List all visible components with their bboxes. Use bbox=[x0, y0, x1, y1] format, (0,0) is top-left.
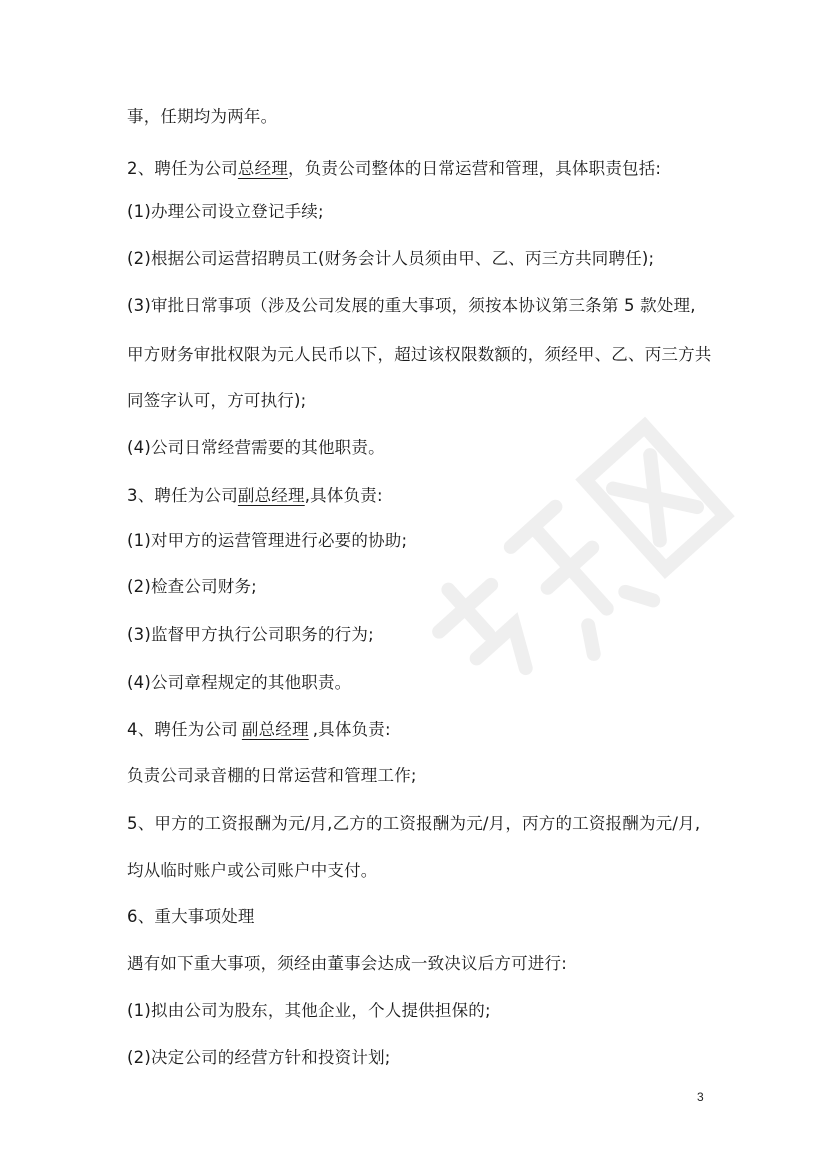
section-4-heading bbox=[127, 719, 391, 741]
list-item-6-2: (2)决定公司的经营方针和投资计划; bbox=[127, 1048, 391, 1067]
list-item-2-3: (3)审批日常事项（涉及公司发展的重大事项，须按本协议第三条第 5 款处理, bbox=[127, 296, 696, 315]
position-general-manager: 总经理 bbox=[237, 159, 289, 178]
paragraph-line-1: 事，任期均为两年。 bbox=[127, 107, 278, 126]
list-item-2-3-cont-1: 甲方财务审批权限为元人民币以下，超过该权限数额的，须经甲、乙、丙三方共 bbox=[127, 345, 712, 364]
section-4-prefix: 4、聘任为公司 bbox=[127, 720, 238, 739]
page-number: 3 bbox=[697, 1090, 704, 1104]
section-3-heading bbox=[127, 485, 383, 507]
section-2-prefix: 2、聘任为公司 bbox=[127, 159, 238, 178]
section-3-prefix: 3、聘任为公司 bbox=[127, 486, 238, 505]
section-4-body: 负责公司录音棚的日常运营和管理工作; bbox=[127, 766, 417, 785]
section-3-suffix: ,具体负责: bbox=[304, 486, 383, 505]
section-6-heading: 6、重大事项处理 bbox=[127, 907, 255, 926]
section-6-intro: 遇有如下重大事项，须经由董事会达成一致决议后方可进行: bbox=[127, 954, 567, 973]
list-item-3-3: (3)监督甲方执行公司职务的行为; bbox=[127, 625, 374, 644]
list-item-3-1: (1)对甲方的运营管理进行必要的协助; bbox=[127, 531, 408, 550]
position-deputy-manager-1: 副总经理 bbox=[237, 486, 305, 505]
section-4-suffix: ,具体负责: bbox=[312, 720, 391, 739]
list-item-3-2: (2)检查公司财务; bbox=[127, 577, 257, 596]
list-item-3-4: (4)公司章程规定的其他职责。 bbox=[127, 673, 352, 692]
position-deputy-manager-2: 副总经理 bbox=[241, 720, 309, 739]
section-5-line-1: 5、甲方的工资报酬为元/月,乙方的工资报酬为元/月，丙方的工资报酬为元/月, bbox=[127, 814, 701, 833]
list-item-2-2: (2)根据公司运营招聘员工(财务会计人员须由甲、乙、丙三方共同聘任); bbox=[127, 249, 655, 268]
list-item-2-4: (4)公司日常经营需要的其他职责。 bbox=[127, 438, 385, 457]
list-item-2-3-cont-2: 同签字认可，方可执行); bbox=[127, 391, 307, 410]
section-2-suffix: ，负责公司整体的日常运营和管理，具体职责包括: bbox=[288, 159, 662, 178]
list-item-2-1: (1)办理公司设立登记手续; bbox=[127, 202, 324, 221]
section-2-heading bbox=[127, 158, 661, 180]
list-item-6-1: (1)拟由公司为股东，其他企业，个人提供担保的; bbox=[127, 1001, 491, 1020]
section-5-line-2: 均从临时账户或公司账户中支付。 bbox=[127, 861, 378, 880]
